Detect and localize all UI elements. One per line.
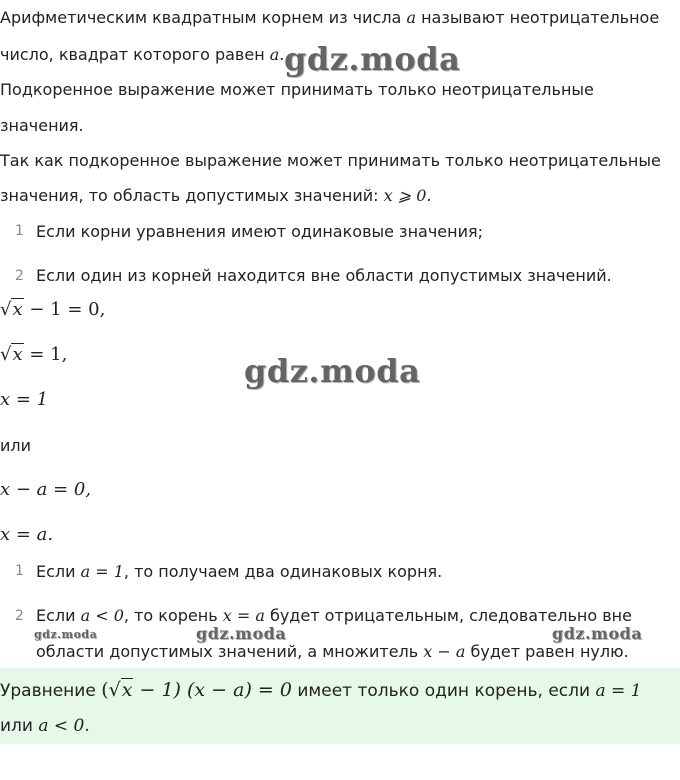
domain-line-2: значения, то область допустимых значений: x ⩾ 0. <box>0 186 432 205</box>
list-number: 2 <box>15 608 24 624</box>
radicand-line-2: значения. <box>0 116 84 135</box>
var-a: a <box>406 8 416 27</box>
watermark-logo: gdz.moda <box>284 40 461 78</box>
conclusion-item-2-line-1: Если a < 0, то корень x = a будет отрицательным, следовательно вне <box>36 606 632 625</box>
sqrt-symbol: √x <box>0 344 23 365</box>
case-item-1: Если корни уравнения имеют одинаковые значения; <box>36 222 483 241</box>
watermark-logo: gdz.moda <box>552 624 643 643</box>
sqrt-symbol: √x <box>0 299 23 320</box>
definition-line-1: Арифметическим квадратным корнем из числа a называют неотрицательное <box>0 8 660 27</box>
domain-line-1: Так как подкоренное выражение может принимать только неотрицательные <box>0 151 661 170</box>
equation-1: √x − 1 = 0, <box>0 299 106 320</box>
answer-line-1: Уравнение (√x − 1) (x − a) = 0 имеет только один корень, если a = 1 <box>0 679 642 701</box>
list-number: 1 <box>15 223 24 239</box>
answer-line-2: или a < 0. <box>0 716 90 736</box>
watermark-logo: gdz.moda <box>244 352 421 390</box>
conclusion-item-2-line-2: области допустимых значений, а множитель x − a будет равен нулю. <box>36 642 629 661</box>
case-item-2: Если один из корней находится вне области допустимых значений. <box>36 266 612 285</box>
watermark-logo: gdz.moda <box>196 624 287 643</box>
equation-5: x = a. <box>0 524 54 545</box>
list-number: 2 <box>15 268 24 284</box>
equation-2: √x = 1, <box>0 344 68 365</box>
radicand-line-1: Подкоренное выражение может принимать только неотрицательные <box>0 80 594 99</box>
or-text: или <box>0 436 32 455</box>
equation-3: x = 1 <box>0 389 49 410</box>
equation-4: x − a = 0, <box>0 479 92 500</box>
watermark-logo: gdz.moda <box>34 628 98 641</box>
definition-line-2: число, квадрат которого равен a. <box>0 45 285 64</box>
conclusion-item-1: Если a = 1, то получаем два одинаковых корня. <box>36 562 443 581</box>
list-number: 1 <box>15 563 24 579</box>
sqrt-symbol: √x <box>108 679 133 701</box>
